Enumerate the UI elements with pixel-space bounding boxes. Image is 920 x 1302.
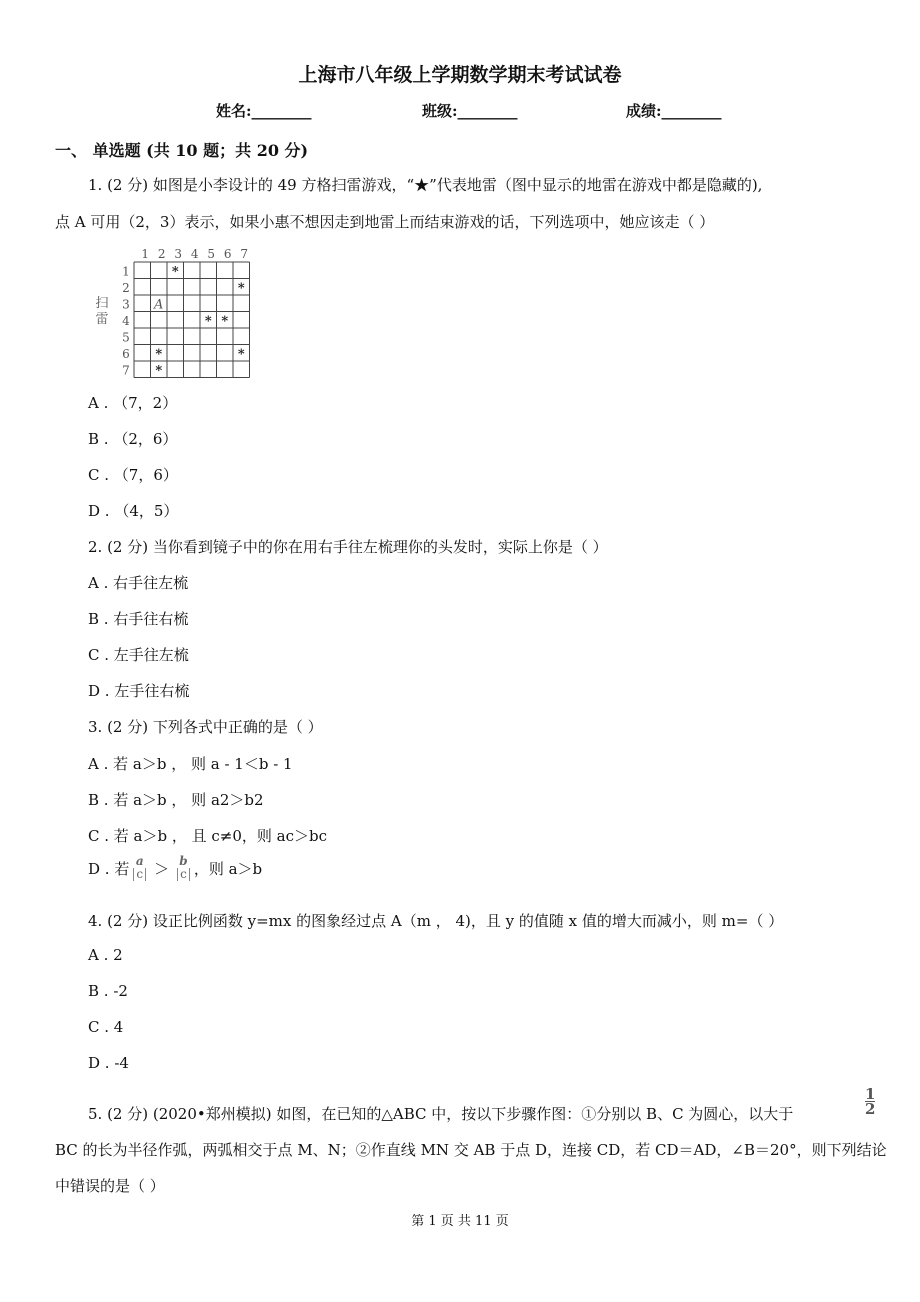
greater-than-sign: ＞ <box>154 859 170 878</box>
q1-option-a: A . （7，2） <box>88 394 178 412</box>
fraction-a-over-c <box>133 855 146 881</box>
mine-marker: * <box>204 313 212 329</box>
q2-option-a: A . 右手往左梳 <box>88 574 189 592</box>
q3-option-d <box>88 855 262 881</box>
class-field <box>422 100 518 121</box>
fraction-denominator: c <box>177 868 190 881</box>
score-field <box>626 100 722 121</box>
figure-grid <box>134 262 250 378</box>
q3-option-d-suffix: ，则 a＞b <box>193 859 263 878</box>
side-label-1: 扫 <box>95 296 109 311</box>
fraction-one-half <box>865 1087 875 1116</box>
q1-stem-line2: 点 A 可用（2，3）表示，如果小惠不想因走到地雷上而结束游戏的话，下列选项中，她应该走（ ） <box>55 213 715 231</box>
row-label: 3 <box>122 297 130 312</box>
mine-marker: * <box>155 346 163 362</box>
q4-option-a: A . 2 <box>88 946 123 964</box>
row-label: 2 <box>122 280 130 295</box>
q3-stem: 3. (2 分) 下列各式中正确的是（ ） <box>88 718 323 736</box>
column-label: 7 <box>240 247 249 261</box>
score-blank: ________ <box>661 102 722 120</box>
q2-option-b: B . 右手往右梳 <box>88 610 189 628</box>
fraction-numerator: 1 <box>865 1085 876 1103</box>
q5-stem-line3: 中错误的是（ ） <box>55 1177 165 1195</box>
page-footer: 第 1 页 共 11 页 <box>411 1214 509 1229</box>
q1-option-b: B . （2，6） <box>88 430 178 448</box>
q3-option-a: A . 若 a＞b ， 则 a - 1＜b - 1 <box>88 755 293 773</box>
side-label-2: 雷 <box>95 312 109 327</box>
q1-stem-line1: 1. (2 分) 如图是小李设计的 49 方格扫雷游戏，“★”代表地雷（图中显示的地雷在游戏中都是隐藏的), <box>88 176 763 194</box>
minesweeper-figure <box>88 245 258 379</box>
class-label: 班级: <box>422 102 458 120</box>
mine-marker: * <box>237 346 245 362</box>
q3-option-c: C . 若 a＞b ， 且 c≠0，则 ac＞bc <box>88 827 328 845</box>
score-label: 成绩: <box>626 102 662 120</box>
row-label: 5 <box>122 330 130 345</box>
section-heading: 一、 单选题 (共 10 题；共 20 分) <box>55 141 309 160</box>
row-label: 7 <box>122 363 130 378</box>
row-label: 1 <box>122 264 130 279</box>
point-a-label: A <box>154 297 164 313</box>
q4-option-c: C . 4 <box>88 1018 124 1036</box>
column-label: 5 <box>207 247 216 261</box>
row-label: 4 <box>122 313 130 328</box>
name-blank: ________ <box>251 102 312 120</box>
name-field <box>216 100 312 121</box>
column-label: 2 <box>157 247 166 261</box>
class-blank: ________ <box>457 102 518 120</box>
q1-option-c: C . （7，6） <box>88 466 178 484</box>
page-title: 上海市八年级上学期数学期末考试试卷 <box>298 64 622 86</box>
q3-option-b: B . 若 a＞b ， 则 a2＞b2 <box>88 791 264 809</box>
q4-option-b: B . -2 <box>88 982 128 1000</box>
figure-column-labels <box>141 247 248 261</box>
fraction-b-over-c <box>177 855 190 881</box>
mine-marker: * <box>171 264 179 280</box>
q2-option-c: C . 左手往左梳 <box>88 646 189 664</box>
mine-marker: * <box>237 280 245 296</box>
column-label: 6 <box>223 247 232 261</box>
q4-option-d: D . -4 <box>88 1054 129 1072</box>
mine-marker: * <box>155 363 163 379</box>
q1-option-d: D . （4，5） <box>88 502 179 520</box>
column-label: 1 <box>141 247 150 261</box>
q2-option-d: D . 左手往右梳 <box>88 682 190 700</box>
name-label: 姓名: <box>216 102 252 120</box>
q2-stem: 2. (2 分) 当你看到镜子中的你在用右手往左梳理你的头发时，实际上你是（ ） <box>88 538 608 556</box>
q4-stem: 4. (2 分) 设正比例函数 y=mx 的图象经过点 A（m ， 4)，且 y 的值随 x 值的增大而减小，则 m=（ ） <box>88 912 784 930</box>
fraction-numerator: a <box>135 854 144 868</box>
fraction-denominator: c <box>133 868 146 881</box>
column-label: 3 <box>174 247 183 261</box>
q5-stem-line1: 5. (2 分) (2020•郑州模拟) 如图，在已知的△ABC 中，按以下步骤作图：①分别以 B、C 为圆心，以大于 <box>88 1105 794 1123</box>
fraction-numerator: b <box>179 854 188 868</box>
row-label: 6 <box>122 346 130 361</box>
q3-option-d-prefix: D . 若 <box>88 859 130 878</box>
column-label: 4 <box>190 247 199 261</box>
mine-marker: * <box>221 313 229 329</box>
fraction-denominator: 2 <box>865 1100 876 1118</box>
figure-row-labels <box>122 264 130 377</box>
q5-stem-line2: BC 的长为半径作弧，两弧相交于点 M、N；②作直线 MN 交 AB 于点 D，连接 CD，若 CD＝AD，∠B＝20°，则下列结论 <box>55 1141 887 1159</box>
